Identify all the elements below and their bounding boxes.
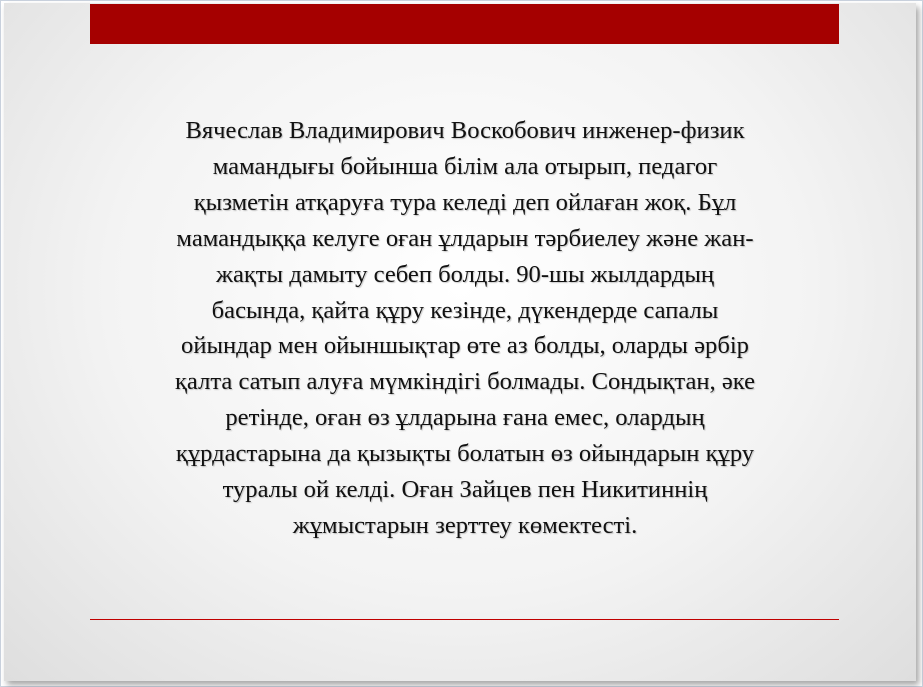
text-line-11: туралы ой келді. Оған Зайцев пен Никитиннің (222, 476, 708, 504)
top-accent-bar (90, 4, 839, 44)
text-line-5: жақты дамыту себеп болды. 90-шы жылдардың (215, 260, 715, 288)
text-line-3: қызметін атқаруға тура келеді деп ойлаған жоқ. Бұл (193, 188, 737, 216)
text-line-12: жұмыстарын зерттеу көмектесті. (292, 511, 638, 539)
text-line-8: қалта сатып алуға мүмкіндігі болмады. Сондықтан, әке (174, 368, 756, 396)
text-line-7: ойындар мен ойыншықтар өте аз болды, оларды әрбір (181, 332, 749, 360)
text-line-9: ретінде, оған өз ұлдарына ғана емес, олардың (225, 404, 705, 432)
text-line-4: мамандыққа келуге оған ұлдарын тәрбиелеу және жан- (176, 224, 754, 252)
text-line-2: мамандығы бойынша білім ала отырып, педагог (212, 152, 718, 180)
slide-body-text (96, 113, 834, 544)
text-line-6: басында, қайта құру кезінде, дүкендерде сапалы (211, 296, 719, 324)
slide (4, 3, 916, 681)
bottom-divider-line (90, 619, 839, 620)
text-line-1: Вячеслав Владимирович Воскобович инженер-физик (185, 117, 745, 144)
text-line-10: құрдастарына да қызықты болатын өз ойындарын құру (175, 440, 755, 468)
